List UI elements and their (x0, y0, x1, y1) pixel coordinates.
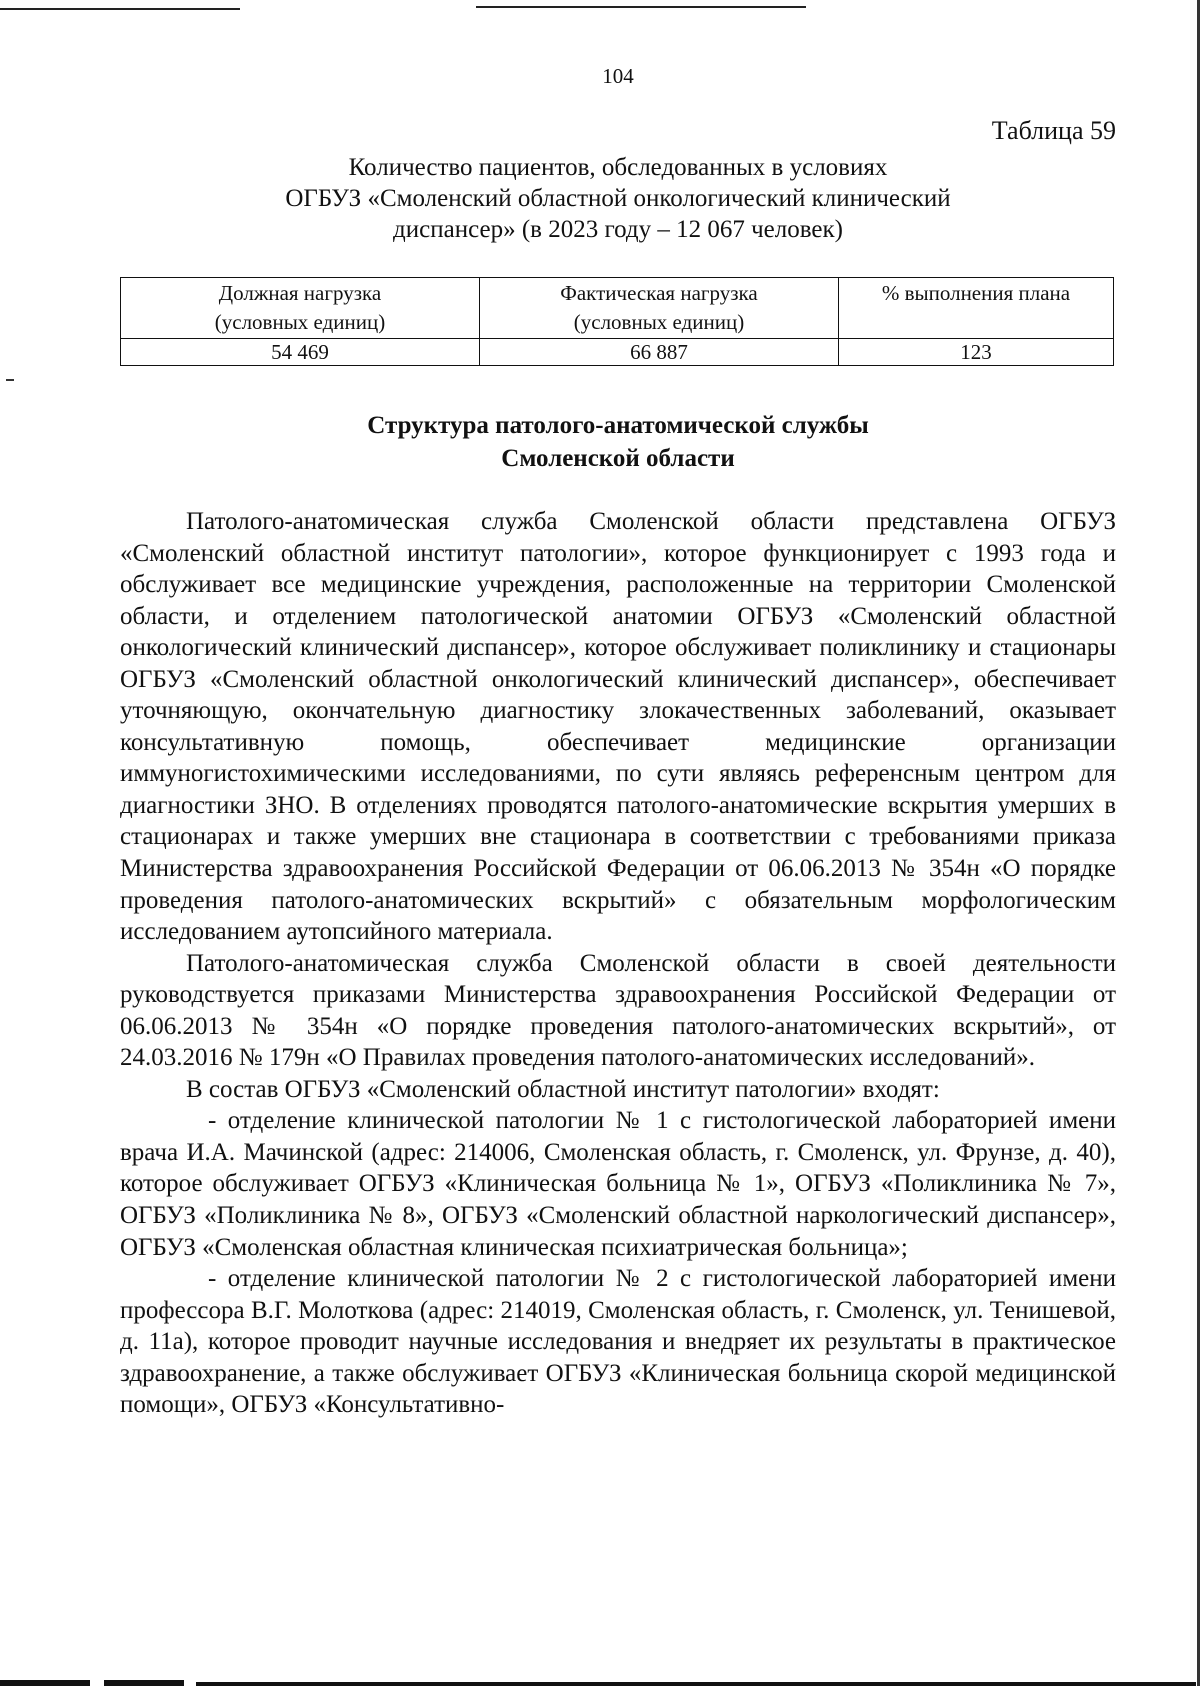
heading-line: Структура патолого-анатомической службы (367, 412, 869, 439)
scan-artifact-bottom-bar-3 (196, 1682, 1196, 1686)
header-cell-actual-load: Фактическая нагрузка (условных единиц) (480, 278, 839, 339)
header-cell-plan-percent: % выполнения плана (839, 278, 1114, 339)
value-actual-load: 66 887 (480, 339, 839, 366)
value-required-load: 54 469 (121, 339, 480, 366)
scan-artifact-bottom-bar-2 (104, 1680, 184, 1686)
section-heading (120, 409, 1116, 475)
value-plan-percent: 123 (839, 339, 1114, 366)
paragraph: Патолого-анатомическая служба Смоленской области в своей деятельности руководствуется приказами Министерства здравоохранения Российской Федерации от 06.06.2013 № 354н «О порядке проведения патолого-анатомических вскрытий», от 24.03.2016 № 179н «О Правилах проведения патолого-анатомических исследований». (120, 949, 1116, 1072)
scan-artifact-bottom-bar-1 (0, 1680, 90, 1686)
caption-line: ОГБУЗ «Смоленский областной онкологический клинический (285, 185, 951, 212)
caption-line: диспансер» (в 2023 году – 12 067 человек) (393, 216, 843, 243)
table-label: Таблица 59 (991, 116, 1116, 145)
paragraph: В состав ОГБУЗ «Смоленский областной институт патологии» входят: (186, 1075, 940, 1103)
body-text (120, 506, 1116, 1421)
scan-artifact-top-middle (476, 6, 806, 8)
page-number: 104 (602, 64, 634, 88)
caption-line: Количество пациентов, обследованных в условиях (348, 154, 888, 181)
table-header-row (121, 278, 1114, 339)
table-caption (120, 152, 1116, 245)
load-table (120, 277, 1114, 366)
scan-artifact-top-left (0, 8, 240, 10)
list-item: - отделение клинической патологии № 1 с гистологической лабораторией имени врача И.А. Мачинской (адрес: 214006, Смоленская область, г. Смоленск, ул. Фрунзе, д. 40), которое обслуживает ОГБУЗ «Клиническая больница № 1», ОГБУЗ «Поликлиника № 7», ОГБУЗ «Поликлиника № 8», ОГБУЗ «Смоленский областной наркологический диспансер», ОГБУЗ «Смоленская областная клиническая психиатрическая больница»; (120, 1107, 1116, 1261)
heading-line: Смоленской области (501, 445, 735, 472)
list-item: - отделение клинической патологии № 2 с гистологической лабораторией имени профессора В.Г. Молоткова (адрес: 214019, Смоленская область, г. Смоленск, ул. Тенишевой, д. 11а), которое проводит научные исследования и внедряет их результаты в практическое здравоохранение, а также обслуживает ОГБУЗ «Клиническая больница скорой медицинской помощи», ОГБУЗ «Консультативно- (120, 1265, 1116, 1419)
scan-artifact-left-tick (6, 379, 14, 381)
header-cell-required-load: Должная нагрузка (условных единиц) (121, 278, 480, 339)
table-row (121, 339, 1114, 366)
paragraph: Патолого-анатомическая служба Смоленской области представлена ОГБУЗ «Смоленский областной институт патологии», которое функционирует с 1993 года и обслуживает все медицинские учреждения, расположенные на территории Смоленской области, и отделением патологической анатомии ОГБУЗ «Смоленский областной онкологический клинический диспансер», которое обслуживает поликлинику и стационары ОГБУЗ «Смоленский областной онкологический клинический диспансер», обеспечивает уточняющую, окончательную диагностику злокачественных заболеваний, оказывает консультативную помощь, обеспечивает медицинские организации иммуногистохимическими исследованиями, по сути являясь референсным центром для диагностики ЗНО. В отделениях проводятся патолого-анатомические вскрытия умерших в стационарах и также умерших вне стационара в соответствии с требованиями приказа Министерства здравоохранения Российской Федерации от 06.06.2013 № 354н «О порядке проведения патолого-анатомических вскрытий» с обязательным морфологическим исследованием аутопсийного материала. (120, 508, 1116, 946)
